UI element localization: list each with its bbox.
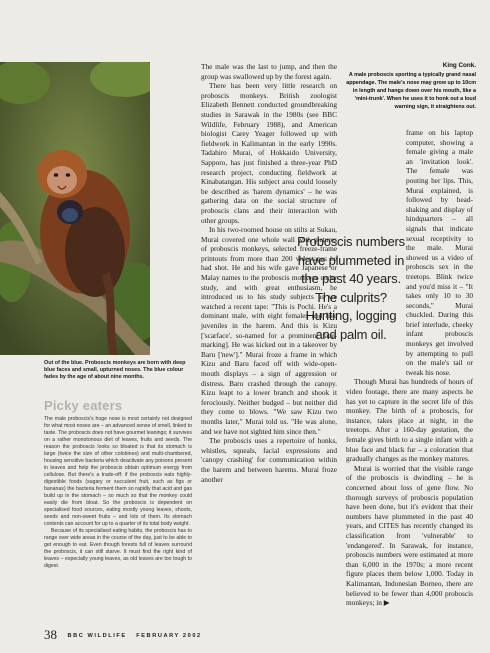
- proboscis-monkey-icon: [0, 62, 150, 355]
- photo-caption-text: Out of the blue. Proboscis monkeys are born with deep blue faces and small, upturned noses. The blue colour fades by the age of about nine months.: [44, 360, 186, 380]
- article-paragraph: Though Murai has hundreds of hours of video footage, there are many aspects he has yet to capture in the secret life of this monkey. The birth of a proboscis, for instance, takes place at night, in the treetops. After a 160-day gestation, the female gives birth to a single infant with a blue face and black fur – a coloration that gradually changes as the monkey matures.: [346, 377, 473, 464]
- issue-date: FEBRUARY 2002: [136, 633, 202, 639]
- article-paragraph: The male was the last to jump, and then the group was swallowed up by the forest again.: [201, 62, 337, 81]
- article-paragraph: frame on his laptop computer, showing a female giving a male an 'invitation look'. The female was pouting her lips. This, Murai explained, is followed by head-shaking and display of hindquarters – all signals that indicate sexual receptivity to the male. Murai showed us a video of proboscis sex in the treetops. Blink twice and you'd miss it – "It takes only 10 to 30 seconds," Murai chuckled. During this brief interlude, cheeky infant proboscis monkeys get involved by attempting to pull on the male's tail or tweak his nose.: [406, 128, 473, 377]
- sidebar-paragraph: The male proboscis's huge nose is most certainly not designed for what most noses are – an advanced sense of smell, linked to taste. The proboscis does not have gourmet leanings; it survives on a rather monotonous diet of leaves, fruits and seeds. The reason the proboscis looks so bloated is that its stomach is large (twice the size of other colobines) and multi-chambered, housing sensitive bacteria which deactivate any poisons present in leaves and help the proboscis obtain optimum energy from cellulose. But there's a trade-off: if the proboscis eats highly-digestible foods (sugary or succulent fruit, such as figs or bananas) the bacteria ferment them so rapidly that acid and gas build up in the stomach – so much so that the monkey could easily die from bloat. So the proboscis is dependent on specialised food sources, eating mostly young leaves, shoots, seeds and non-sweet fruits – and lots of them. Its stomach contents can account for up to a quarter of its total body weight.: [44, 416, 192, 527]
- page-footer: [44, 624, 202, 643]
- king-conk-caption: A male proboscis sporting a typically grand nasal appendage. The male's nose may grow up to 10cm in length and hangs down over his mouth, like a 'mini-trunk'. When he uses it to honk out a loud warning sign, it straightens out.: [346, 72, 476, 110]
- publication-name: BBC WILDLIFE: [67, 633, 127, 639]
- sidebar-body: [44, 416, 192, 570]
- sidebar-heading: Picky eaters: [44, 398, 123, 413]
- page-number: 38: [44, 627, 57, 642]
- proboscis-monkey-photo: [0, 62, 150, 355]
- article-paragraph: There has been very little research on proboscis monkeys. British zoologist Elizabeth Bennett conducted groundbreaking studies in Sarawak in the 1980s (see BBC Wildlife, February 1988), and American biologist Carey Yeager followed up with fieldwork in Kalimantan in the early 1990s. Tadahiro Murai, of Hokkaido University, Sapporo, has just finished a three-year PhD research project, conducting fieldwork at Kinabatangan. His subject area could loosely be described as 'harem dynamics' – he was gathering data on the social structure of proboscis clans and their interaction with other groups.: [201, 81, 337, 225]
- king-conk-title: King Conk.: [442, 62, 476, 69]
- sidebar-paragraph: Because of its specialised eating habits, the proboscis has to range over wide areas in the course of the day, just to be able to get enough to eat. Even though forests full of leaves surround the proboscis, it can still starve. It must find the right kind of leaves – especially young leaves, as old leaves are too tough to digest.: [44, 528, 192, 569]
- article-column-2: [346, 128, 473, 608]
- article-paragraph: The proboscis uses a repertoire of honks, whistles, squeals, facial expressions and 'canopy crashing' for communication within the harem and between harems. Murai froze another: [201, 436, 337, 484]
- article-paragraph: Murai is worried that the visible range of the proboscis is dwindling – he is concerned about loss of gene flow. No thorough surveys of proboscis population have been done, but it's evident that their numbers have plummeted in the past 40 years, and CITES has recently changed its classification from 'vulnerable' to 'endangered'. In Sarawak, for instance, proboscis numbers were estimated at more than 6,000 in the 1970s; a more recent figure places them below 1,000. Today in Kalimantan, Indonesian Borneo, there are believed to be fewer than 4,000 proboscis monkeys; in ▶: [346, 463, 473, 608]
- article-paragraph: In his two-roomed house on stilts at Sukau, Murai covered one whole wall with pictures of proboscis monkeys, selected freeze-frame printouts from more than 200 videotapes he had shot. He and his wife gave Japanese or Malay names to the proboscis monkeys under study, and with great enthusiasm, he introduced us to his study subjects as we watched a recent tape: "This is Pochi. He's a dominant male, with eight females and five juveniles in the harem. And this is Kizu ['scarface', so-named for a prominent face-marking]. He was kicked out in a takeover by Baru ['new']." Murai froze a frame in which Kizu and Baru faced off with wide-open-mouth displays – a sign of aggression or distress. Baru crashed through the canopy. Kizu leapt to a lower branch and shook it ferociously. Neither budged – but neither did they come to blows. "We saw Kizu two months later," Murai told us. "He was alone, and we have not sighted him since then.": [201, 225, 337, 436]
- photo-caption: [44, 360, 194, 381]
- pull-quote: Proboscis numbers have plummeted in the past 40 years. The culprits? Hunting, logging and palm oil.: [297, 234, 405, 342]
